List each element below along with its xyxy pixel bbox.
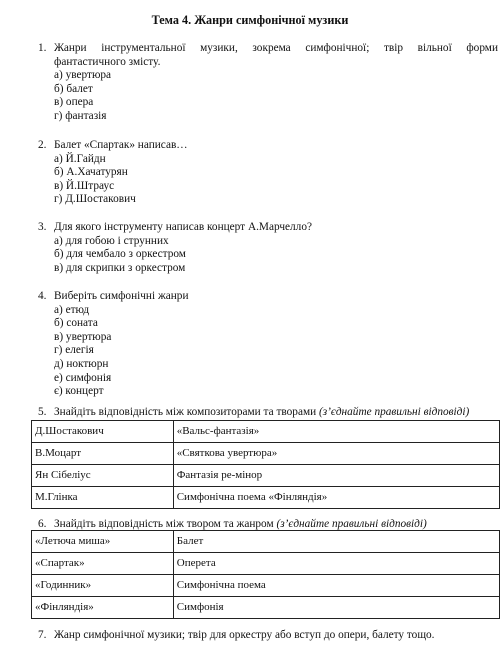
question-3	[38, 221, 498, 275]
question-1	[38, 42, 498, 124]
question-number: 6.	[38, 518, 47, 530]
question-text: Для якого інструменту написав концерт А.Марчелло?	[54, 221, 312, 233]
table-cell[interactable]: Симфонічна поема «Фінляндія»	[173, 487, 499, 509]
table-row	[32, 553, 500, 575]
table-cell[interactable]: «Вальс-фантазія»	[173, 421, 499, 443]
table-cell[interactable]: М.Глінка	[32, 487, 174, 509]
table-cell[interactable]: Фантазія ре-мінор	[173, 465, 499, 487]
question-5	[38, 406, 498, 420]
question-text: Виберіть симфонічні жанри	[54, 290, 189, 302]
table-cell[interactable]: «Годинник»	[32, 575, 174, 597]
page-title: Тема 4. Жанри симфонічної музики	[151, 13, 349, 27]
question-hint: (з’єднайте правильні відповіді)	[318, 406, 470, 418]
question-text: Знайдіть відповідність між композиторами та творами	[54, 406, 317, 418]
answer-option[interactable]: а) Й.Гайдн	[54, 152, 106, 165]
answer-option[interactable]: а) увертюра	[54, 69, 112, 82]
table-cell[interactable]: «Спартак»	[32, 553, 174, 575]
matching-table-genres	[31, 530, 500, 619]
table-row	[32, 487, 500, 509]
answer-option[interactable]: г) елегія	[54, 344, 94, 357]
table-cell[interactable]: «Святкова увертюра»	[173, 443, 499, 465]
table-cell[interactable]: Балет	[173, 531, 499, 553]
table-cell[interactable]: «Летюча миша»	[32, 531, 174, 553]
table-cell[interactable]: Д.Шостакович	[32, 421, 174, 443]
question-7	[38, 629, 498, 643]
answer-option[interactable]: е) симфонія	[54, 371, 112, 384]
table-cell[interactable]: Ян Сібеліус	[32, 465, 174, 487]
question-text: Знайдіть відповідність між твором та жанром	[54, 518, 274, 530]
question-number: 2.	[38, 139, 47, 151]
table-row	[32, 575, 500, 597]
table-cell[interactable]: «Фінляндія»	[32, 597, 174, 619]
question-text: Жанр симфонічної музики; твір для оркестру або вступ до опери, балету тощо.	[54, 629, 435, 641]
question-number: 1.	[38, 42, 47, 54]
answer-options	[54, 304, 498, 399]
answer-options	[54, 153, 498, 207]
question-number: 3.	[38, 221, 47, 233]
answer-option[interactable]: а) етюд	[54, 303, 90, 316]
answer-option[interactable]: в) Й.Штраус	[54, 179, 115, 192]
table-row	[32, 597, 500, 619]
answer-option[interactable]: г) Д.Шостакович	[54, 193, 136, 206]
matching-table-composers	[31, 420, 500, 509]
answer-option[interactable]: д) ноктюрн	[54, 357, 109, 370]
table-row	[32, 443, 500, 465]
table-cell[interactable]: Оперета	[173, 553, 499, 575]
table-row	[32, 421, 500, 443]
answer-option[interactable]: б) балет	[54, 82, 93, 95]
question-number: 5.	[38, 406, 47, 418]
question-text-line-1: Жанри інструментальної музики, зокрема симфонічної; твір вільної форми	[54, 42, 498, 54]
question-text-line-2: фантастичного змісту.	[54, 55, 161, 68]
answer-options	[54, 235, 498, 276]
table-row	[32, 465, 500, 487]
answer-option[interactable]: б) соната	[54, 317, 98, 330]
question-4	[38, 290, 498, 399]
answer-option[interactable]: є) концерт	[54, 385, 104, 398]
question-hint: (з’єднайте правильні відповіді)	[276, 518, 427, 530]
answer-option[interactable]: б) для чембало з оркестром	[54, 248, 186, 261]
answer-options	[54, 69, 498, 123]
answer-option[interactable]: в) увертюра	[54, 330, 112, 343]
answer-option[interactable]: г) фантазія	[54, 109, 107, 122]
answer-option[interactable]: б) А.Хачатурян	[54, 166, 128, 179]
table-cell[interactable]: В.Моцарт	[32, 443, 174, 465]
answer-option[interactable]: в) для скрипки з оркестром	[54, 261, 186, 274]
question-2	[38, 139, 498, 207]
table-row	[32, 531, 500, 553]
question-number: 4.	[38, 290, 47, 302]
question-number: 7.	[38, 629, 47, 641]
question-text: Балет «Спартак» написав…	[54, 139, 188, 151]
answer-option[interactable]: в) опера	[54, 96, 94, 109]
table-cell[interactable]: Симфонія	[173, 597, 499, 619]
answer-option[interactable]: а) для гобою і струнних	[54, 234, 169, 247]
table-cell[interactable]: Симфонічна поема	[173, 575, 499, 597]
